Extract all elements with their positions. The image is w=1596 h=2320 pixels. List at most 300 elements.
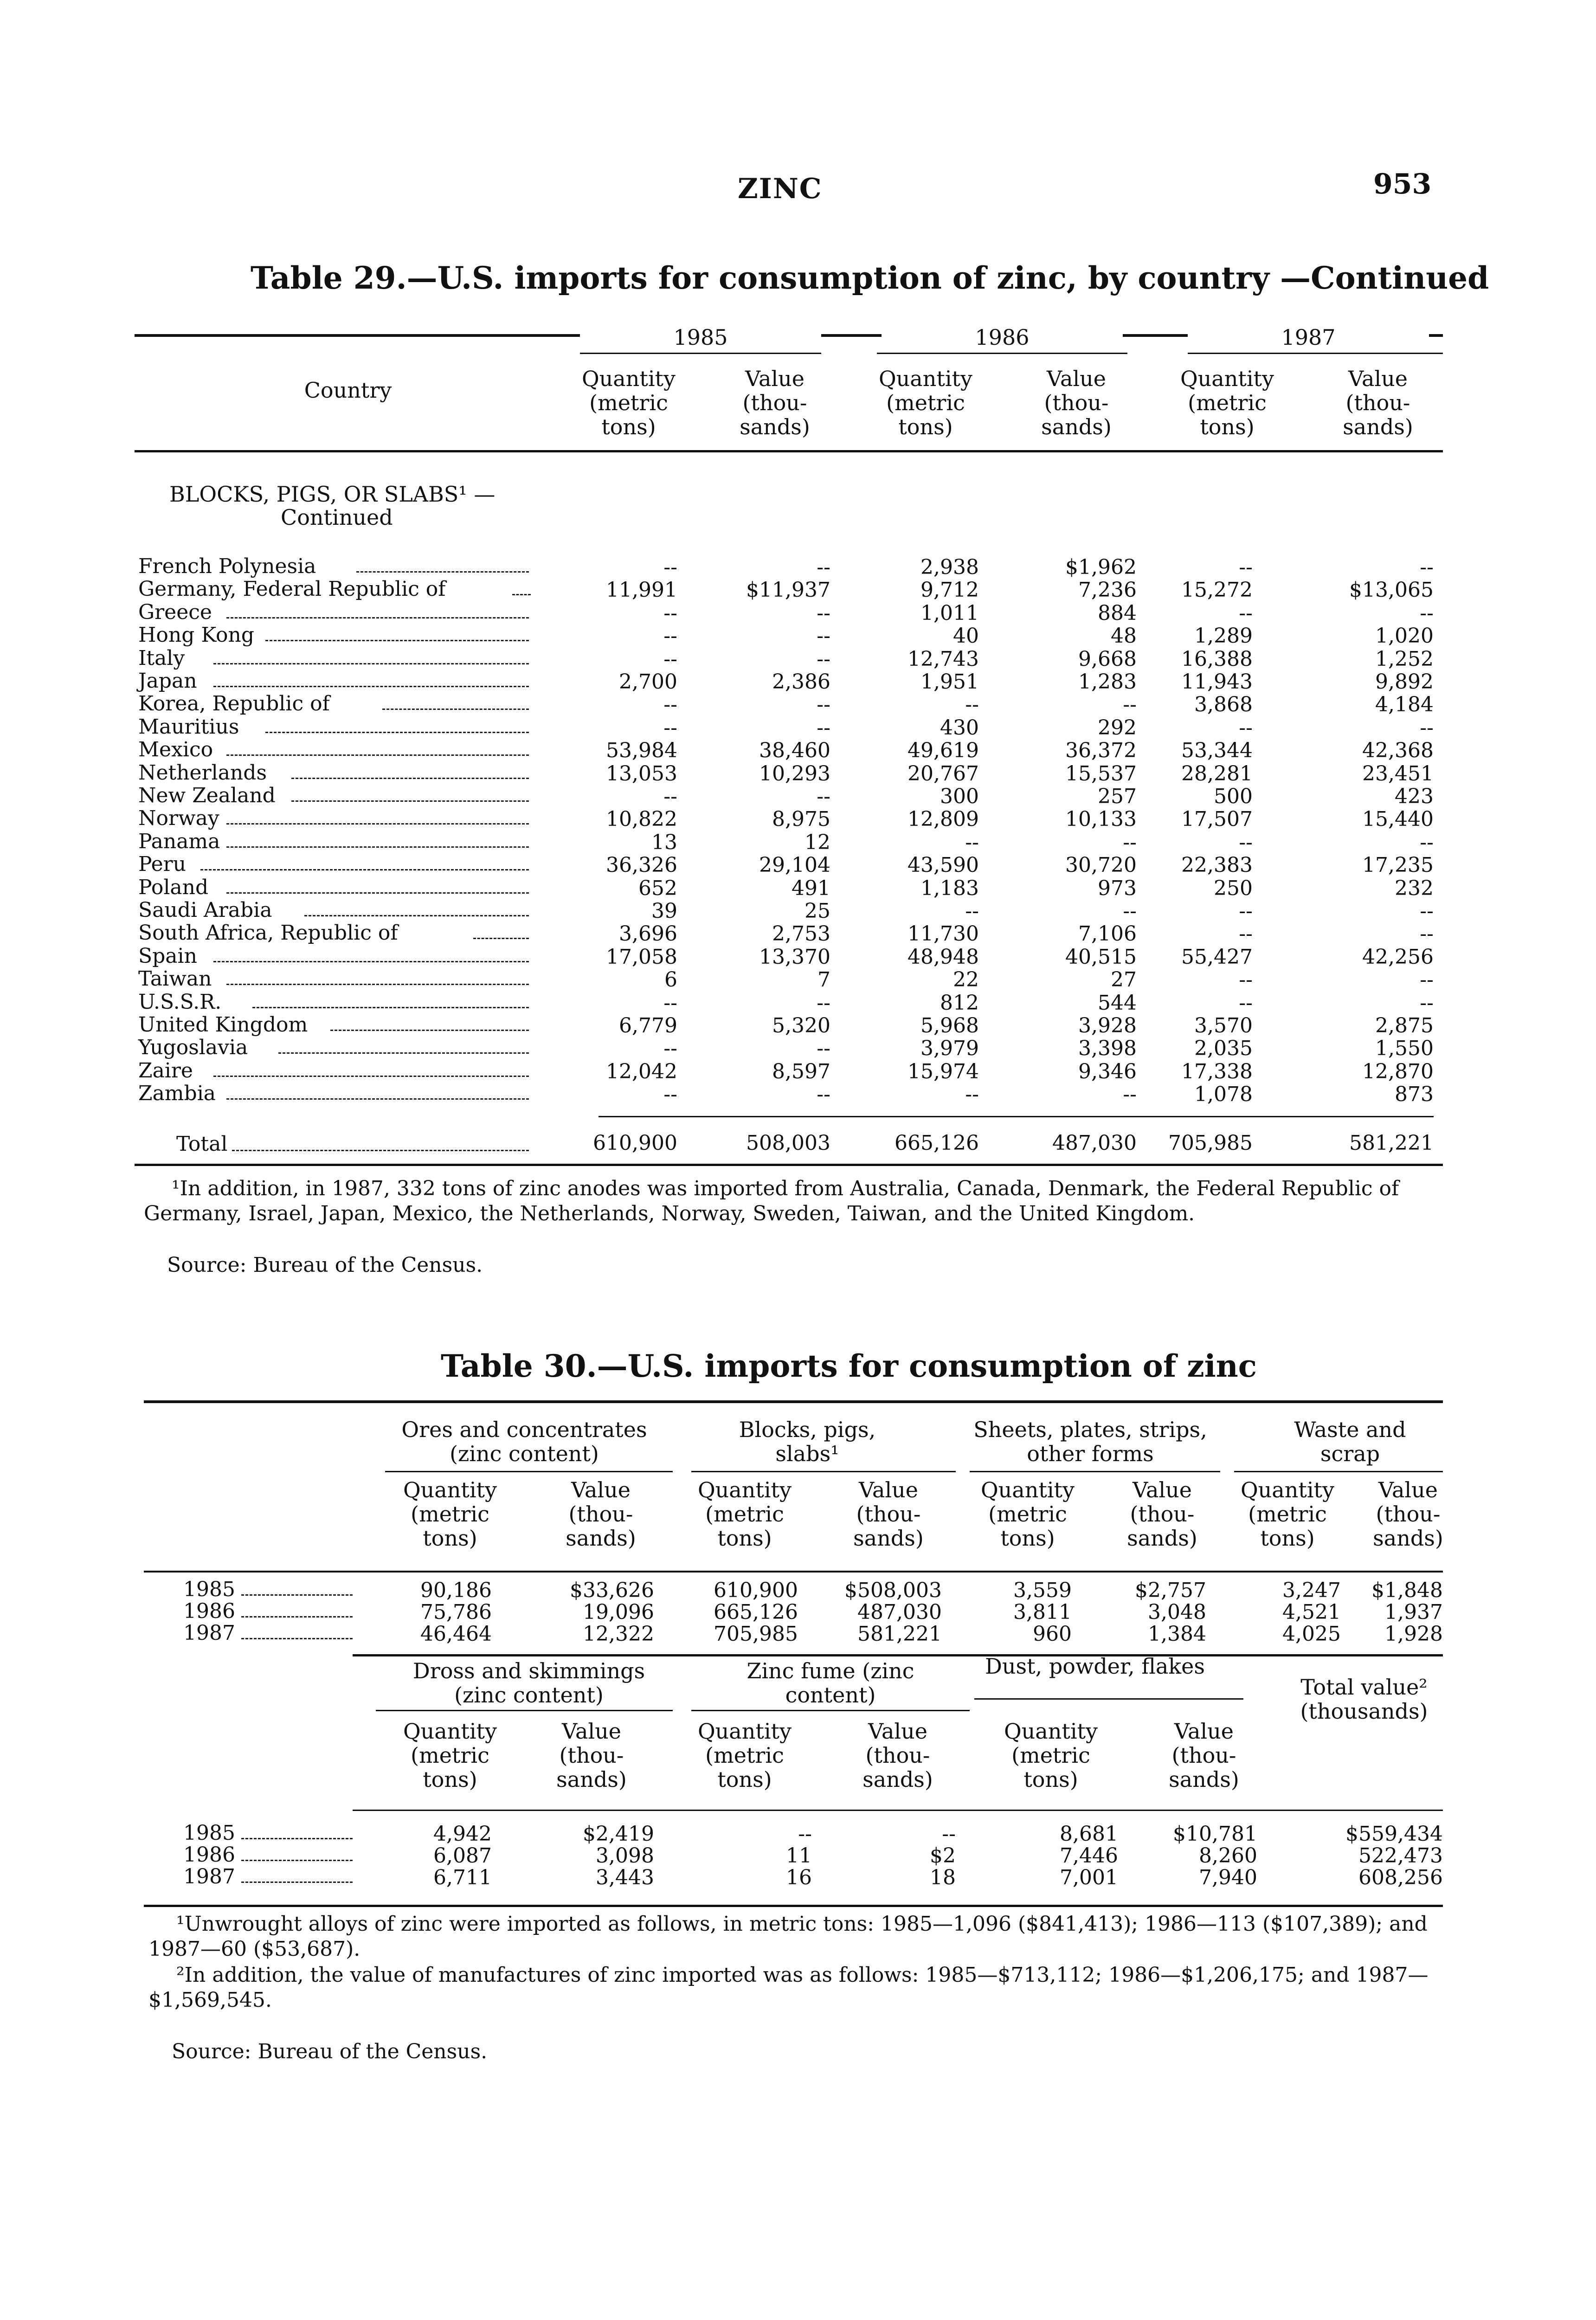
- header-line: Value: [859, 1477, 918, 1502]
- table30-bottom-header-rule: [353, 1810, 1443, 1811]
- header-line: Quantity: [697, 1477, 792, 1502]
- table-cell: 9,668: [1078, 647, 1137, 671]
- table-cell: 581,221: [857, 1622, 942, 1646]
- val-header: [1109, 1478, 1216, 1550]
- table-cell: 17,338: [1181, 1060, 1253, 1083]
- table-cell: 53,344: [1181, 739, 1253, 762]
- table30-bottom-rule: [144, 1905, 1443, 1907]
- group-rule: [1234, 1471, 1443, 1472]
- table-cell: $13,065: [1349, 578, 1434, 602]
- table-cell: 38,460: [759, 739, 830, 762]
- table-cell: 53,984: [606, 739, 677, 762]
- table-cell: 1,937: [1384, 1600, 1443, 1624]
- table-cell: 292: [1098, 716, 1137, 740]
- table-cell: 3,696: [619, 922, 677, 946]
- header-line: (thou-: [1130, 1502, 1195, 1527]
- val-header: [1355, 1478, 1461, 1550]
- table-cell: --: [1420, 831, 1434, 854]
- table-cell: 40,515: [1065, 945, 1137, 969]
- table-cell: 9,712: [920, 578, 979, 602]
- header-line: Value: [562, 1719, 621, 1744]
- table-cell: 11: [786, 1844, 812, 1868]
- country-name: Panama: [138, 830, 220, 853]
- table-cell: --: [817, 624, 830, 648]
- header-line: Value: [1133, 1477, 1192, 1502]
- qty-header: [691, 1719, 798, 1792]
- table-cell: 1,011: [920, 601, 979, 625]
- table-cell: --: [663, 1083, 677, 1106]
- table-cell: --: [1420, 555, 1434, 579]
- table-cell: 1,289: [1194, 624, 1253, 648]
- table-cell: 4,184: [1375, 693, 1434, 716]
- table-cell: 48: [1111, 624, 1137, 648]
- table-cell: 30,720: [1065, 853, 1137, 877]
- table-cell: 15,537: [1065, 762, 1137, 786]
- table29-qty-header-1985: [571, 367, 687, 439]
- country-name: Poland: [138, 876, 209, 899]
- table-cell: $33,626: [570, 1579, 654, 1602]
- header-line: (thou-: [559, 1743, 624, 1768]
- header-line: (metric: [1248, 1502, 1327, 1527]
- table-cell: 39: [651, 899, 677, 923]
- country-name: Peru: [138, 852, 187, 876]
- table-cell: 23,451: [1362, 762, 1434, 786]
- table29-footnote-1: ¹In addition, in 1987, 332 tons of zinc anodes was imported from Australia, Canada, Denmark, the Federal Republic of Germany, Israel, Japan, Mexico, the Netherlands, Norway, Sweden, Taiwan, and the United Kingdom.: [144, 1177, 1399, 1225]
- leader-dots: [213, 686, 529, 687]
- table-cell: 42,256: [1362, 945, 1434, 969]
- table30-group-sheets: Sheets, plates, strips, other forms: [973, 1417, 1207, 1466]
- table-cell: 8,597: [772, 1060, 830, 1083]
- country-name: Mexico: [138, 738, 213, 761]
- header-line: Value: [868, 1719, 927, 1744]
- table29-qty-header-1987: [1169, 367, 1285, 439]
- val-header: [538, 1719, 645, 1792]
- table-cell: --: [1123, 899, 1137, 923]
- table-cell: 42,368: [1362, 739, 1434, 762]
- val-header-line: (thou-: [742, 390, 807, 415]
- country-name: Netherlands: [138, 761, 267, 785]
- table-cell: $559,434: [1345, 1822, 1443, 1846]
- table-cell: 3,928: [1078, 1014, 1137, 1038]
- table-cell: 46,464: [420, 1622, 492, 1646]
- table-cell: 15,272: [1181, 578, 1253, 602]
- table-cell: 487,030: [857, 1600, 942, 1624]
- table-cell: 500: [1214, 785, 1253, 808]
- country-name: Norway: [138, 806, 219, 830]
- table-cell: 28,281: [1181, 762, 1253, 786]
- table-cell: 423: [1395, 785, 1434, 808]
- table29-header-rule: [135, 450, 1443, 452]
- table-cell: 49,619: [907, 739, 979, 762]
- header-line: Value: [1174, 1719, 1234, 1744]
- table30-footnote-2: ²In addition, the value of manufactures of zinc imported was as follows: 1985—$713,112; 1986—$1,206,175; and 1987—$1,569,545.: [148, 1963, 1429, 2012]
- table-cell: --: [1420, 716, 1434, 740]
- table-cell: 7,236: [1078, 578, 1137, 602]
- table-cell: 22,383: [1181, 853, 1253, 877]
- table-cell: 300: [940, 785, 979, 808]
- country-name: Greece: [138, 600, 212, 624]
- country-name: South Africa, Republic of: [138, 921, 398, 945]
- val-header-line: sands): [740, 414, 810, 439]
- table30-group-zinc-fume: Zinc fume (zinc content): [747, 1658, 914, 1708]
- table-cell: 20,767: [907, 762, 979, 786]
- table30-footnote-1: ¹Unwrought alloys of zinc were imported as follows, in metric tons: 1985—1,096 ($841,413); 1986—113 ($107,389); and 1987—60 ($53,687).: [148, 1912, 1428, 1961]
- table30-source: Source: Bureau of the Census.: [172, 2040, 488, 2063]
- table-cell: 884: [1098, 601, 1137, 625]
- table-cell: --: [1239, 555, 1253, 579]
- header-line: sands): [1127, 1526, 1197, 1551]
- header-line: tons): [717, 1526, 772, 1551]
- table-cell: 6,087: [433, 1844, 492, 1868]
- leader-dots: [252, 1007, 529, 1008]
- table-cell: 608,256: [1358, 1866, 1443, 1889]
- table-cell: 27: [1111, 968, 1137, 992]
- table-cell: 250: [1214, 876, 1253, 900]
- qty-header: [397, 1478, 503, 1550]
- table29-year-rule-1987: [1188, 353, 1443, 354]
- group-rule: [385, 1471, 673, 1472]
- table30-top-rule: [144, 1400, 1443, 1403]
- header-line: (metric: [705, 1502, 784, 1527]
- table-cell: 812: [940, 991, 979, 1015]
- table-cell: --: [817, 1083, 830, 1106]
- qty-header: [998, 1719, 1104, 1792]
- year-label: 1987: [183, 1621, 235, 1645]
- header-line: Quantity: [980, 1477, 1075, 1502]
- table-cell: --: [1239, 899, 1253, 923]
- leader-dots: [265, 640, 529, 641]
- table-cell: 3,247: [1282, 1579, 1341, 1602]
- qty-header-line: tons): [898, 414, 953, 439]
- table-cell: 1,384: [1148, 1622, 1206, 1646]
- val-header-line: Value: [1047, 366, 1106, 391]
- header-line: sands): [566, 1526, 636, 1551]
- table-cell: 522,473: [1358, 1844, 1443, 1868]
- table-cell: 55,427: [1181, 945, 1253, 969]
- header-line: Quantity: [403, 1477, 497, 1502]
- table-cell: 1,951: [920, 670, 979, 694]
- val-header-line: (thou-: [1044, 390, 1109, 415]
- header-line: sands): [862, 1767, 933, 1792]
- table29-title: Table 29.—U.S. imports for consumption of zinc, by country —Continued: [251, 260, 1489, 296]
- val-header-line: (thou-: [1345, 390, 1410, 415]
- table29-qty-header-1986: [868, 367, 984, 439]
- leader-dots: [241, 1860, 353, 1861]
- table-cell: --: [1123, 693, 1137, 716]
- table-cell: --: [663, 693, 677, 716]
- qty-header-line: Quantity: [581, 366, 676, 391]
- year-label: 1986: [183, 1843, 235, 1867]
- table-cell: --: [663, 624, 677, 648]
- group-rule: [691, 1710, 970, 1711]
- table-cell: 40: [953, 624, 979, 648]
- table-cell: 3,811: [1013, 1600, 1072, 1624]
- table-cell: --: [817, 647, 830, 671]
- leader-dots: [232, 1150, 529, 1151]
- table29-year-rule-1985: [580, 353, 821, 354]
- country-name: United Kingdom: [138, 1013, 308, 1037]
- table-cell: 1,020: [1375, 624, 1434, 648]
- header-line: (thou-: [1376, 1502, 1441, 1527]
- table-cell: 2,938: [920, 555, 979, 579]
- leader-dots: [382, 709, 529, 710]
- year-label: 1985: [183, 1821, 235, 1845]
- table29-year-1987: 1987: [1188, 325, 1429, 350]
- table29-country-header: Country: [304, 378, 392, 403]
- header-line: Quantity: [1240, 1477, 1335, 1502]
- header-line: sands): [556, 1767, 627, 1792]
- leader-dots: [226, 754, 529, 756]
- table-cell: --: [965, 693, 979, 716]
- table-cell: --: [817, 601, 830, 625]
- header-line: (thou-: [568, 1502, 633, 1527]
- table-cell: --: [1239, 968, 1253, 992]
- year-label: 1987: [183, 1865, 235, 1888]
- val-header-line: sands): [1041, 414, 1112, 439]
- table-cell: --: [817, 785, 830, 808]
- header-line: Value: [1378, 1477, 1438, 1502]
- val-header: [1151, 1719, 1257, 1792]
- table-cell: --: [965, 831, 979, 854]
- table-cell: 36,372: [1065, 739, 1137, 762]
- table-cell: $10,781: [1173, 1822, 1257, 1846]
- leader-dots: [265, 732, 529, 733]
- table29-val-header-1985: [724, 367, 826, 439]
- table29-year-rule-1986: [877, 353, 1127, 354]
- header-line: Quantity: [1004, 1719, 1098, 1744]
- leader-dots: [241, 1638, 353, 1639]
- total-cell: 665,126: [895, 1131, 979, 1155]
- leader-dots: [291, 800, 529, 802]
- table-cell: --: [1239, 991, 1253, 1015]
- table29-bottom-rule: [135, 1164, 1443, 1166]
- header-line: (metric: [411, 1502, 489, 1527]
- table29-source: Source: Bureau of the Census.: [167, 1253, 483, 1277]
- total-cell: 581,221: [1349, 1131, 1434, 1155]
- total-cell: 705,985: [1168, 1131, 1253, 1155]
- table30-mid-rule: [353, 1654, 1443, 1656]
- header-line: Quantity: [403, 1719, 497, 1744]
- table-cell: 75,786: [420, 1600, 492, 1624]
- country-name: New Zealand: [138, 784, 276, 807]
- qty-header: [397, 1719, 503, 1792]
- table-cell: $508,003: [844, 1579, 942, 1602]
- table29-val-header-1987: [1327, 367, 1429, 439]
- table-cell: 10,133: [1065, 807, 1137, 831]
- leader-dots: [226, 846, 529, 848]
- table-cell: 25: [804, 899, 830, 923]
- header-line: tons): [423, 1526, 477, 1551]
- table-cell: --: [1239, 922, 1253, 946]
- header-line: sands): [1373, 1526, 1443, 1551]
- table-cell: $1,962: [1065, 555, 1137, 579]
- table29-total-label: Total: [176, 1132, 228, 1156]
- table-cell: 11,991: [606, 578, 677, 602]
- qty-header-line: Quantity: [1180, 366, 1274, 391]
- table-cell: --: [817, 693, 830, 716]
- country-name: Hong Kong: [138, 623, 255, 647]
- leader-dots: [291, 778, 529, 779]
- table-cell: --: [817, 555, 830, 579]
- table29-section-label: [169, 483, 495, 529]
- qty-header: [1234, 1478, 1341, 1550]
- table-cell: --: [663, 601, 677, 625]
- table-cell: 10,293: [759, 762, 830, 786]
- table-cell: 3,559: [1013, 1579, 1072, 1602]
- qty-header-line: (metric: [589, 390, 668, 415]
- table-cell: 7: [817, 968, 830, 992]
- leader-dots: [278, 1052, 529, 1054]
- leader-dots: [226, 1098, 529, 1100]
- table-cell: 17,235: [1362, 853, 1434, 877]
- table-cell: --: [1239, 831, 1253, 854]
- leader-dots: [226, 892, 529, 894]
- table-cell: --: [1420, 601, 1434, 625]
- leader-dots: [241, 1616, 353, 1618]
- table-cell: 13: [651, 831, 677, 854]
- total-cell: 610,900: [593, 1131, 677, 1155]
- table30-title: Table 30.—U.S. imports for consumption of zinc: [441, 1348, 1257, 1384]
- header-line: Value: [571, 1477, 631, 1502]
- table-cell: --: [1420, 968, 1434, 992]
- table-cell: $1,848: [1371, 1579, 1443, 1602]
- table-cell: $2,419: [583, 1822, 654, 1846]
- header-line: tons): [1023, 1767, 1078, 1792]
- qty-header-line: tons): [1200, 414, 1255, 439]
- table-cell: 15,440: [1362, 807, 1434, 831]
- qty-header: [691, 1478, 798, 1550]
- table-cell: 3,868: [1194, 693, 1253, 716]
- table-cell: 610,900: [714, 1579, 798, 1602]
- table-cell: 43,590: [907, 853, 979, 877]
- country-name: Yugoslavia: [138, 1036, 248, 1059]
- table-cell: 544: [1098, 991, 1137, 1015]
- table-cell: 12,870: [1362, 1060, 1434, 1083]
- table-cell: --: [663, 555, 677, 579]
- country-name: Saudi Arabia: [138, 898, 272, 922]
- group-rule: [974, 1698, 1243, 1700]
- table-cell: 12,322: [583, 1622, 654, 1646]
- qty-header-line: tons): [601, 414, 656, 439]
- table-cell: 18: [930, 1866, 956, 1889]
- table-cell: --: [1123, 831, 1137, 854]
- table-cell: --: [965, 1083, 979, 1106]
- country-name: Japan: [138, 669, 197, 693]
- table-cell: --: [1420, 899, 1434, 923]
- table-cell: 257: [1098, 785, 1137, 808]
- table-cell: 8,260: [1199, 1844, 1257, 1868]
- header-line: Quantity: [697, 1719, 792, 1744]
- table-cell: 8,975: [772, 807, 830, 831]
- running-head: ZINC: [738, 173, 823, 205]
- qty-header-line: (metric: [1188, 390, 1267, 415]
- table-cell: --: [663, 991, 677, 1015]
- table-cell: 7,001: [1060, 1866, 1118, 1889]
- table-cell: 6,711: [433, 1866, 492, 1889]
- leader-dots: [226, 823, 529, 825]
- table-cell: 705,985: [714, 1622, 798, 1646]
- qty-header: [974, 1478, 1081, 1550]
- header-line: sands): [853, 1526, 924, 1551]
- country-name: Italy: [138, 646, 185, 670]
- header-line: (thou-: [865, 1743, 930, 1768]
- table30-group-ores: Ores and concentrates (zinc content): [401, 1417, 647, 1466]
- leader-dots: [241, 1594, 353, 1596]
- val-header: [835, 1478, 942, 1550]
- table-cell: --: [1239, 716, 1253, 740]
- table29-val-header-1986: [1025, 367, 1127, 439]
- table-cell: 6: [664, 968, 677, 992]
- leader-dots: [330, 1030, 529, 1031]
- table-cell: --: [817, 1037, 830, 1060]
- leader-dots: [213, 1076, 529, 1077]
- section-line: BLOCKS, PIGS, OR SLABS¹ —: [169, 482, 496, 507]
- country-name: Spain: [138, 944, 197, 968]
- table-cell: 491: [792, 876, 830, 900]
- table-cell: --: [817, 991, 830, 1015]
- table-cell: $11,937: [746, 578, 830, 602]
- leader-dots: [213, 961, 529, 962]
- table-cell: 1,550: [1375, 1037, 1434, 1060]
- table-cell: 665,126: [714, 1600, 798, 1624]
- qty-header-line: Quantity: [878, 366, 973, 391]
- country-name: Taiwan: [138, 967, 212, 991]
- table-cell: --: [798, 1822, 812, 1846]
- table-cell: 12,743: [907, 647, 979, 671]
- table-cell: 10,822: [606, 807, 677, 831]
- header-line: (metric: [1011, 1743, 1090, 1768]
- country-name: U.S.S.R.: [138, 990, 222, 1014]
- table-cell: 16: [786, 1866, 812, 1889]
- table-cell: 6,779: [619, 1014, 677, 1038]
- table-cell: 1,183: [920, 876, 979, 900]
- table-cell: 1,252: [1375, 647, 1434, 671]
- table-cell: 2,386: [772, 670, 830, 694]
- table-cell: 430: [940, 716, 979, 740]
- table-cell: 7,446: [1060, 1844, 1118, 1868]
- table-cell: 4,521: [1282, 1600, 1341, 1624]
- leader-dots: [512, 594, 531, 595]
- table-cell: --: [1239, 601, 1253, 625]
- table-cell: 7,106: [1078, 922, 1137, 946]
- table-cell: 12,042: [606, 1060, 677, 1083]
- table-cell: --: [1123, 1083, 1137, 1106]
- table-cell: 22: [953, 968, 979, 992]
- leader-dots: [226, 984, 529, 985]
- table-cell: 17,058: [606, 945, 677, 969]
- table-cell: 5,320: [772, 1014, 830, 1038]
- table-cell: 3,098: [596, 1844, 654, 1868]
- table-cell: 48,948: [907, 945, 979, 969]
- table-cell: 3,979: [920, 1037, 979, 1060]
- leader-dots: [304, 915, 529, 916]
- table-cell: 960: [1033, 1622, 1072, 1646]
- country-name: Germany, Federal Republic of: [138, 577, 446, 601]
- country-name: Zaire: [138, 1059, 193, 1083]
- table-cell: 1,928: [1384, 1622, 1443, 1646]
- val-header: [844, 1719, 951, 1792]
- table-cell: 11,730: [907, 922, 979, 946]
- table30-group-dross: Dross and skimmings (zinc content): [412, 1658, 645, 1708]
- table-cell: 15,974: [907, 1060, 979, 1083]
- table-cell: 1,283: [1078, 670, 1137, 694]
- qty-header-line: (metric: [886, 390, 965, 415]
- page-number: 953: [1373, 168, 1432, 200]
- table30-header-rule: [144, 1571, 1443, 1572]
- table-cell: 7,940: [1199, 1866, 1257, 1889]
- section-line: Continued: [281, 505, 393, 530]
- table30-group-dust: Dust, powder, flakes: [985, 1654, 1205, 1679]
